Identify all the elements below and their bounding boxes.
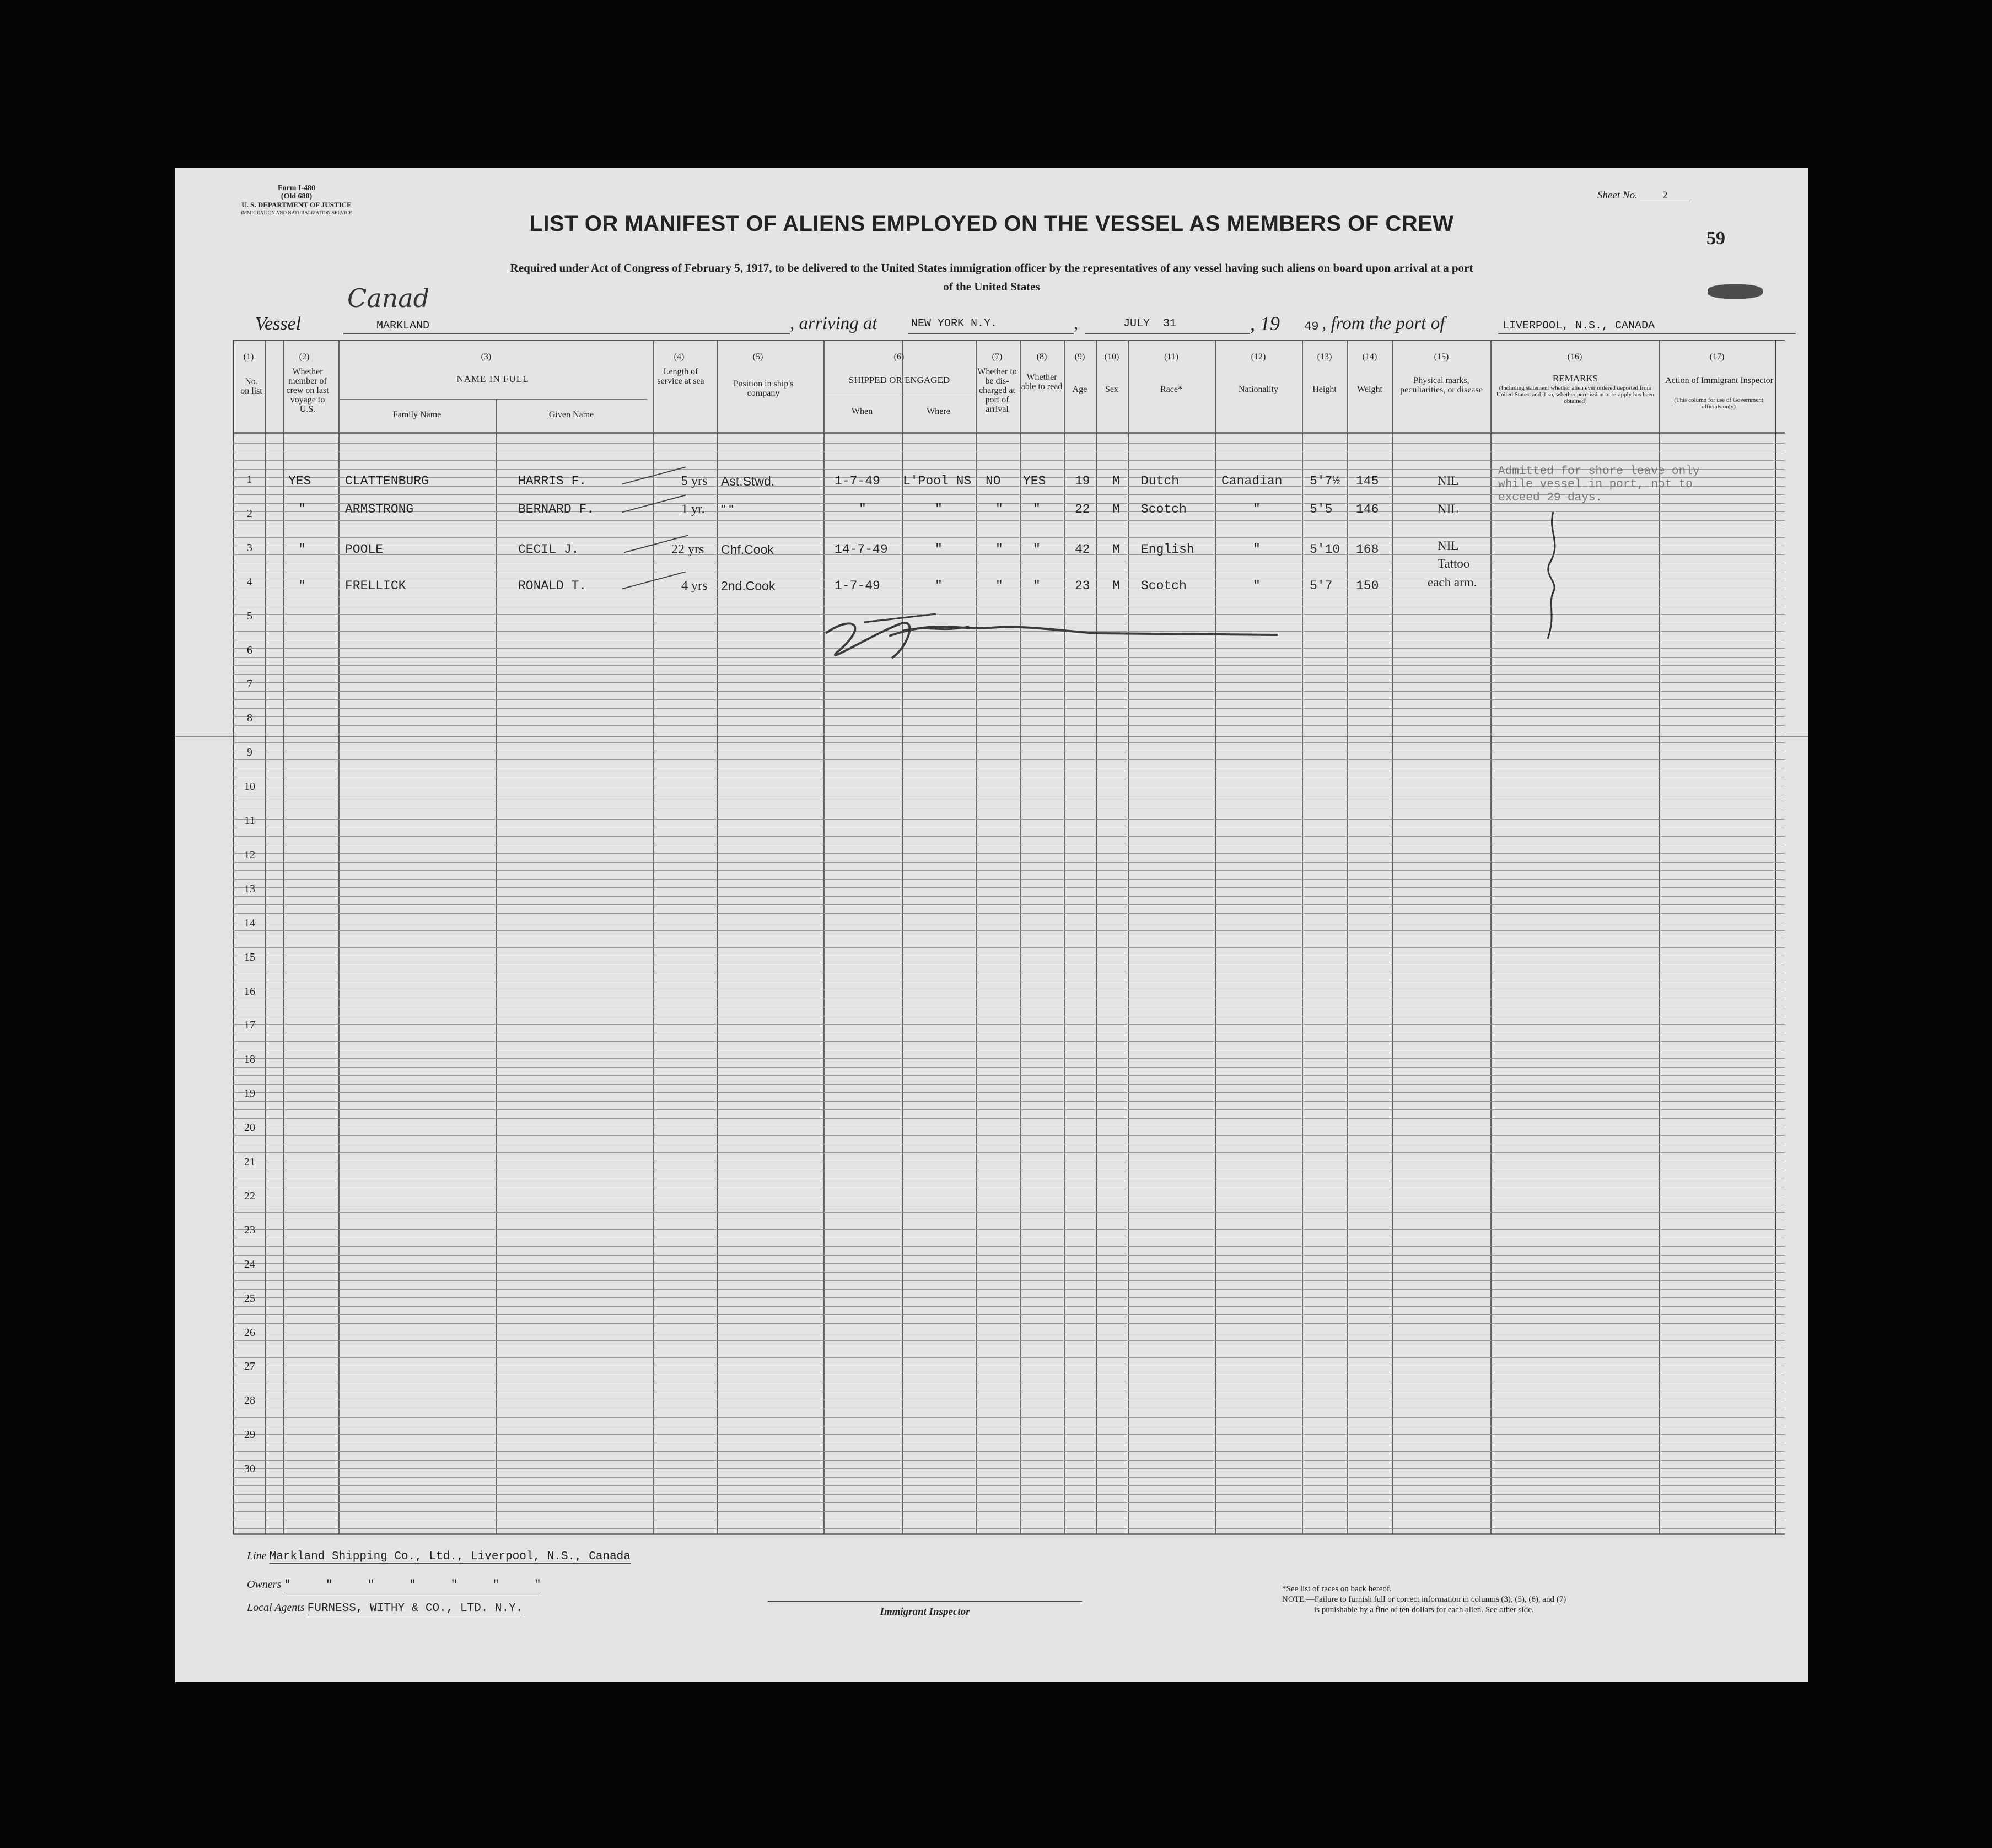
ruled-line [233, 870, 1785, 871]
row-number: 19 [244, 1087, 255, 1100]
header-divider [233, 432, 1785, 434]
ruled-line [233, 1246, 1785, 1247]
ruled-line [233, 1306, 1785, 1307]
ruled-line [233, 708, 1785, 709]
ruled-line [233, 1058, 1785, 1059]
column-divider [1659, 340, 1660, 1534]
ruled-line [233, 1434, 1785, 1435]
vessel-handwritten: Canad [347, 283, 430, 313]
row-number: 15 [244, 951, 255, 963]
cell-where: " [935, 502, 943, 516]
row-number: 12 [244, 849, 255, 861]
cell-sex: M [1112, 474, 1120, 488]
row-number: 22 [244, 1190, 255, 1202]
from-port: LIVERPOOL, N.S., CANADA [1503, 320, 1655, 332]
row-number: 16 [244, 985, 255, 998]
ruled-line [233, 1485, 1785, 1486]
cell-crew: " [298, 502, 306, 516]
ruled-line [233, 460, 1785, 461]
cell-marks: NIL [1438, 502, 1459, 516]
ruled-line [233, 904, 1785, 905]
cell-service: 1 yr. [681, 502, 705, 516]
row-number: 8 [247, 712, 252, 724]
cell-service: 4 yrs [681, 579, 708, 593]
cell-marks3: each arm. [1428, 575, 1477, 589]
cell-race: Scotch [1141, 502, 1187, 516]
department: U. S. DEPARTMENT OF JUSTICE [241, 201, 352, 209]
cell-height: 5'7 [1310, 579, 1333, 593]
ruled-line [233, 887, 1785, 888]
row-number: 3 [247, 542, 252, 554]
col6-when-header: When [851, 407, 873, 416]
col14-header: Weight [1357, 385, 1382, 394]
subtitle-line1: Required under Act of Congress of February 5, 1917, to be delivered to the United States immigration officer by the representatives of any vessel having such aliens on board upon arrival at a port [510, 261, 1473, 274]
row-number: 28 [244, 1394, 255, 1407]
note-penalty-cont: is punishable by a fine of ten dollars for each alien. See other side. [1314, 1605, 1534, 1614]
ruled-line [233, 1135, 1785, 1136]
cell-weight: 168 [1356, 542, 1379, 557]
cell-where: " [935, 542, 943, 557]
ruled-line [233, 1477, 1785, 1478]
col12-header: Nationality [1239, 385, 1278, 394]
ruled-line [233, 1255, 1785, 1256]
column-divider [1128, 340, 1129, 1534]
column-divider [1347, 340, 1348, 1534]
row8-divider [175, 736, 1808, 737]
cell-height: 5'7½ [1310, 474, 1340, 488]
ruled-line [233, 836, 1785, 837]
cell-nationality: " [1253, 502, 1261, 516]
column-number: (17) [1709, 352, 1725, 362]
year-prefix: , 19 [1250, 313, 1280, 335]
ruled-line [233, 1041, 1785, 1042]
service: IMMIGRATION AND NATURALIZATION SERVICE [241, 210, 352, 215]
column-number: (1) [243, 352, 254, 362]
col8-header: Whether able to read [1021, 373, 1063, 391]
ruled-line [233, 691, 1785, 692]
ruled-line [233, 1460, 1785, 1461]
ruled-line [233, 1109, 1785, 1110]
col11-header: Race* [1160, 385, 1182, 394]
subtitle-line2: of the United States [943, 280, 1040, 293]
row-number: 27 [244, 1360, 255, 1372]
row-number: 2 [247, 508, 252, 520]
row-number: 6 [247, 644, 252, 656]
cell-nationality: Canadian [1221, 474, 1283, 488]
cell-read: " [1033, 542, 1041, 557]
col2-header: Whether member of crew on last voyage to U.S. [286, 367, 329, 414]
old-form-number: (Old 680) [281, 192, 313, 201]
cell-when: 1-7-49 [835, 474, 880, 488]
ruled-line [233, 896, 1785, 897]
col16-subheader: (Including statement whether alien ever ordered deported from United States, and if so, whether permission to re-apply has been obtained) [1496, 385, 1654, 405]
manifest-sheet [175, 168, 1808, 1682]
ruled-line [233, 1502, 1785, 1503]
cell-discharged: " [995, 579, 1003, 593]
cell-read: " [1033, 502, 1041, 516]
column-divider [265, 340, 266, 1534]
ruled-line [233, 1229, 1785, 1230]
column-number: (12) [1251, 352, 1266, 362]
ruled-line [233, 1263, 1785, 1264]
cell-position: Chf.Cook [721, 542, 774, 557]
vessel-label: Vessel [255, 314, 302, 334]
row-number: 24 [244, 1258, 255, 1270]
ruled-line [233, 947, 1785, 948]
inspector-label: Immigrant Inspector [880, 1606, 970, 1618]
agents-label: Local Agents [247, 1602, 305, 1614]
ruled-line [233, 1357, 1785, 1358]
cell-nationality: " [1253, 579, 1261, 593]
ruled-line [233, 1289, 1785, 1290]
ditto-bracket-mark [1537, 509, 1570, 642]
ruled-line [233, 1092, 1785, 1093]
cell-race: Scotch [1141, 579, 1187, 593]
ruled-line [233, 725, 1785, 726]
column-number: (7) [992, 352, 1003, 362]
column-number: (2) [299, 352, 310, 362]
ruled-line [233, 1075, 1785, 1076]
row-number: 29 [244, 1429, 255, 1441]
ruled-line [233, 1468, 1785, 1469]
cell-marks: NIL [1438, 539, 1459, 553]
cell-discharged: " [995, 502, 1003, 516]
col17-subheader: (This column for use of Government officials only) [1674, 397, 1763, 410]
owners-value: " " " " " " " [284, 1579, 541, 1592]
col16-header: REMARKS [1552, 373, 1598, 384]
column-divider [976, 340, 977, 1534]
ruled-line [233, 1451, 1785, 1452]
ruled-line [233, 1528, 1785, 1529]
remarks-text [1498, 465, 1699, 505]
date-fill-line [1085, 333, 1250, 334]
cell-nationality: " [1253, 542, 1261, 557]
row-number: 4 [247, 576, 252, 588]
column-divider [1775, 340, 1776, 1534]
vessel-fill-line [343, 333, 790, 334]
col4-header: Length of service at sea [657, 367, 704, 386]
cell-position: 2nd.Cook [721, 579, 776, 593]
column-number: (13) [1317, 352, 1332, 362]
column-divider [823, 340, 825, 1534]
cell-marks2: Tattoo [1438, 557, 1470, 570]
note-races: *See list of races on back hereof. [1282, 1585, 1392, 1593]
smudge-mark [1708, 284, 1763, 299]
cell-marks: NIL [1438, 474, 1459, 488]
remarks-line2: while vessel in port, not to [1498, 478, 1693, 491]
cell-position: " " [721, 502, 734, 516]
col7-header: Whether to be dis-charged at port of arrival [977, 367, 1017, 414]
column-number: (3) [481, 352, 492, 362]
column-number: (9) [1074, 352, 1085, 362]
column-divider [653, 340, 654, 1534]
ruled-line [233, 759, 1785, 760]
cell-family: POOLE [345, 542, 384, 557]
row-number: 20 [244, 1122, 255, 1134]
col3-header: NAME IN FULL [456, 374, 529, 384]
agents-value: FURNESS, WITHY & CO., LTD. N.Y. [307, 1602, 523, 1615]
cell-read: " [1033, 579, 1041, 593]
ruled-line [233, 742, 1785, 743]
col3-family-header: Family Name [392, 410, 442, 419]
name-subdivider [338, 399, 647, 400]
ruled-line [233, 862, 1785, 863]
ruled-line [233, 1152, 1785, 1153]
ruled-line [233, 853, 1785, 854]
ruled-line [233, 819, 1785, 820]
inspector-signature [793, 592, 1289, 669]
page-title: LIST OR MANIFEST OF ALIENS EMPLOYED ON THE VESSEL AS MEMBERS OF CREW [529, 212, 1454, 236]
cell-given: CECIL J. [518, 542, 579, 557]
cell-read: YES [1023, 474, 1046, 488]
cell-age: 19 [1075, 474, 1090, 488]
ruled-line [233, 1118, 1785, 1119]
ruled-line [233, 1314, 1785, 1315]
sheet-value: 2 [1640, 190, 1690, 202]
ruled-line [233, 1024, 1785, 1025]
col5-header: Position in ship's company [733, 379, 794, 398]
cell-given: BERNARD F. [518, 502, 595, 516]
ruled-line [233, 930, 1785, 931]
cell-family: FRELLICK [345, 579, 406, 593]
cell-race: Dutch [1141, 474, 1180, 488]
column-number: (11) [1164, 352, 1179, 362]
column-number: (16) [1567, 352, 1582, 362]
cell-crew: YES [288, 474, 311, 488]
cell-discharged: " [995, 542, 1003, 557]
row-number: 26 [244, 1327, 255, 1339]
ruled-line [233, 879, 1785, 880]
cell-age: 22 [1075, 502, 1090, 516]
cell-service: 5 yrs [681, 474, 708, 488]
row-number: 14 [244, 917, 255, 929]
cell-age: 42 [1075, 542, 1090, 557]
remarks-line3: exceed 29 days. [1498, 492, 1603, 504]
cell-given: RONALD T. [518, 579, 587, 593]
col6-where-header: Where [927, 407, 950, 416]
ruled-line [233, 699, 1785, 700]
inspector-signature-line [768, 1601, 1082, 1602]
arrival-date: JULY 31 [1123, 317, 1177, 330]
cell-weight: 145 [1356, 474, 1379, 488]
row-number: 1 [247, 473, 252, 486]
form-number: Form I-480 [277, 184, 316, 192]
column-divider [1020, 340, 1021, 1534]
col13-header: Height [1312, 385, 1337, 394]
column-divider [283, 340, 284, 1534]
column-number: (15) [1434, 352, 1449, 362]
ruled-line [233, 1280, 1785, 1281]
remarks-line1: Admitted for shore leave only [1498, 465, 1700, 478]
footer-line [247, 1550, 631, 1563]
column-number: (5) [752, 352, 763, 362]
col17-header: Action of Immigrant Inspector [1665, 376, 1773, 385]
cell-when: " [859, 502, 866, 516]
col9-header: Age [1072, 385, 1087, 394]
cell-sex: M [1112, 579, 1120, 593]
cell-when: 14-7-49 [835, 542, 888, 557]
col10-header: Sex [1105, 385, 1118, 394]
ruled-line [233, 1297, 1785, 1298]
arriving-port: NEW YORK N.Y. [911, 317, 998, 330]
table-bottom [233, 1533, 1785, 1535]
column-number: (14) [1362, 352, 1377, 362]
ruled-line [233, 1212, 1785, 1213]
row-number: 13 [244, 883, 255, 895]
cell-service: 22 yrs [671, 542, 704, 557]
ruled-line [233, 1494, 1785, 1495]
column-divider [1096, 340, 1097, 1534]
footer-owners [247, 1578, 541, 1592]
row-number: 30 [244, 1463, 255, 1475]
column-divider [1215, 340, 1216, 1534]
from-label: , from the port of [1322, 314, 1445, 333]
row-number: 17 [244, 1019, 255, 1031]
arriving-fill-line [908, 333, 1074, 334]
row-number: 18 [244, 1053, 255, 1065]
ruled-line [233, 716, 1785, 717]
row-number: 9 [247, 746, 252, 758]
cell-family: CLATTENBURG [345, 474, 429, 488]
row-number: 5 [247, 610, 252, 622]
cell-where: L'Pool NS [903, 474, 972, 488]
column-divider [1064, 340, 1065, 1534]
column-number: (10) [1104, 352, 1119, 362]
col6-header: SHIPPED OR ENGAGED [848, 375, 950, 385]
ruled-line [233, 1067, 1785, 1068]
footer-notes [1282, 1584, 1566, 1615]
row-number: 11 [244, 815, 255, 827]
col1-header: No. on list [240, 377, 262, 396]
cell-crew: " [298, 579, 306, 593]
cell-given: HARRIS F. [518, 474, 587, 488]
column-number: (6) [893, 352, 905, 362]
arriving-comma: , [1074, 314, 1079, 333]
cell-sex: M [1112, 542, 1120, 557]
cell-height: 5'5 [1310, 502, 1333, 516]
row-number: 23 [244, 1224, 255, 1236]
ruled-line [233, 1417, 1785, 1418]
ruled-line [233, 1272, 1785, 1273]
cell-height: 5'10 [1310, 542, 1340, 557]
column-divider [233, 340, 234, 1534]
column-number: (8) [1036, 352, 1047, 362]
line-label: Line [247, 1550, 267, 1562]
arriving-label: , arriving at [790, 314, 877, 333]
cell-discharged: NO [986, 474, 1001, 488]
line-value: Markland Shipping Co., Ltd., Liverpool, N.S., Canada [269, 1550, 631, 1563]
cell-sex: M [1112, 502, 1120, 516]
cell-when: 1-7-49 [835, 579, 880, 593]
ruled-line [233, 682, 1785, 683]
column-divider [1490, 340, 1492, 1534]
ruled-line [233, 1511, 1785, 1512]
cell-where: " [935, 579, 943, 593]
column-number: (4) [674, 352, 685, 362]
port-fill-line [1498, 333, 1796, 334]
ruled-line [233, 913, 1785, 914]
cell-family: ARMSTRONG [345, 502, 414, 516]
year-suffix: 49 [1304, 320, 1319, 333]
ruled-line [233, 1084, 1785, 1085]
ruled-line [233, 1101, 1785, 1102]
column-divider [338, 340, 340, 1534]
ruled-line [233, 1340, 1785, 1341]
ruled-line [233, 443, 1785, 444]
cell-weight: 146 [1356, 502, 1379, 516]
col15-header: Physical marks, peculiarities, or disease [1400, 376, 1483, 395]
row-number: 7 [247, 678, 252, 690]
cell-position: Ast.Stwd. [721, 474, 775, 488]
footer-agents [247, 1602, 523, 1615]
note-penalty: NOTE.—Failure to furnish full or correct information in columns (3), (5), (6), and (7) [1282, 1595, 1566, 1604]
column-divider [717, 340, 718, 1534]
column-divider [496, 399, 497, 1534]
sheet-number [1597, 190, 1690, 202]
cell-age: 23 [1075, 579, 1090, 593]
column-divider [1392, 340, 1393, 1534]
cell-weight: 150 [1356, 579, 1379, 593]
owners-label: Owners [247, 1578, 282, 1591]
row-number: 21 [244, 1156, 255, 1168]
sheet-label: Sheet No. [1597, 190, 1638, 201]
page-number: 59 [1706, 228, 1725, 249]
vessel-name: MARKLAND [376, 320, 430, 332]
column-divider [1302, 340, 1303, 1534]
row-number: 10 [244, 780, 255, 793]
cell-race: English [1141, 542, 1194, 557]
ruled-line [233, 674, 1785, 675]
col3-given-header: Given Name [548, 410, 594, 419]
ruled-line [233, 1323, 1785, 1324]
cell-crew: " [298, 542, 306, 557]
row-number: 25 [244, 1292, 255, 1305]
